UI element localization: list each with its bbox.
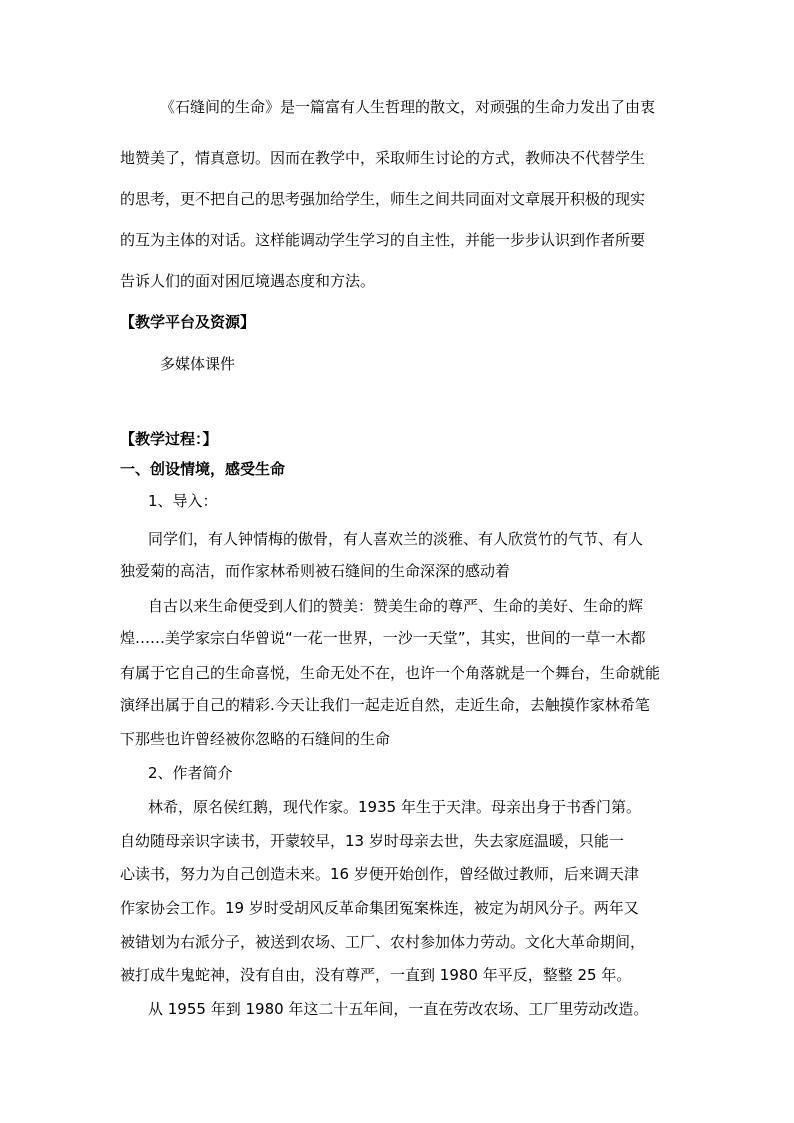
intro-line: 的思考，更不把自己的思考强加给学生，师生之间共同面对文章展开积极的现实 [120,190,646,208]
paragraph-line: 被打成牛鬼蛇神，没有自由，没有尊严，一直到 1980 年平反，整整 25 年。 [120,966,632,984]
process-heading: 【教学过程：】 [120,430,218,448]
subsection-heading: 2、作者简介 [148,764,233,782]
subsection-heading: 1、导入： [148,492,218,510]
platform-heading: 【教学平台及资源】 [120,313,256,331]
paragraph-line: 下那些也许曾经被你忽略的石缝间的生命 [120,730,391,748]
paragraph-line: 自古以来生命便受到人们的赞美：赞美生命的尊严、生命的美好、生命的辉 [148,597,644,615]
paragraph-line: 同学们，有人钟情梅的傲骨，有人喜欢兰的淡雅、有人欣赏竹的气节、有人 [148,530,644,548]
paragraph-line: 有属于它自己的生命喜悦，生命无处不在，也许一个角落就是一个舞台，生命就能 [120,664,661,682]
paragraph-line: 被错划为右派分子，被送到农场、工厂、农村参加体力劳动。文化大革命期间， [120,933,646,951]
intro-line: 告诉人们的面对困厄境遇态度和方法。 [120,272,376,290]
platform-item: 多媒体课件 [160,355,236,373]
paragraph-line: 从 1955 年到 1980 年这二十五年间，一直在劳改农场、工厂里劳动改造。 [148,1000,649,1018]
paragraph-line: 林希，原名侯红鹅，现代作家。1935 年生于天津。母亲出身于书香门第。 [148,798,641,816]
intro-line: 《石缝间的生命》是一篇富有人生哲理的散文，对顽强的生命力发出了由衷 [160,98,656,116]
paragraph-line: 作家协会工作。19 岁时受胡风反革命集团冤案株连，被定为胡风分子。两年又 [120,899,639,917]
paragraph-line: 自幼随母亲识字读书，开蒙较早，13 岁时母亲去世，失去家庭温暖，只能一 [120,832,624,850]
intro-line: 地赞美了，情真意切。因而在教学中，采取师生讨论的方式，教师决不代替学生 [120,149,646,167]
paragraph-line: 独爱菊的高洁，而作家林希则被石缝间的生命深深的感动着 [120,562,511,580]
intro-line: 的互为主体的对话。这样能调动学生学习的自主性，并能一步步认识到作者所要 [120,231,646,249]
section-heading: 一、创设情境，感受生命 [120,460,286,478]
paragraph-line: 心读书，努力为自己创造未来。16 岁便开始创作，曾经做过教师，后来调天津 [120,865,639,883]
paragraph-line: 演绎出属于自己的精彩.今天让我们一起走近自然，走近生命，去触摸作家林希笔 [120,696,650,714]
paragraph-line: 煌……美学家宗白华曾说“一花一世界，一沙一天堂”，其实，世间的一草一木都 [120,629,646,647]
